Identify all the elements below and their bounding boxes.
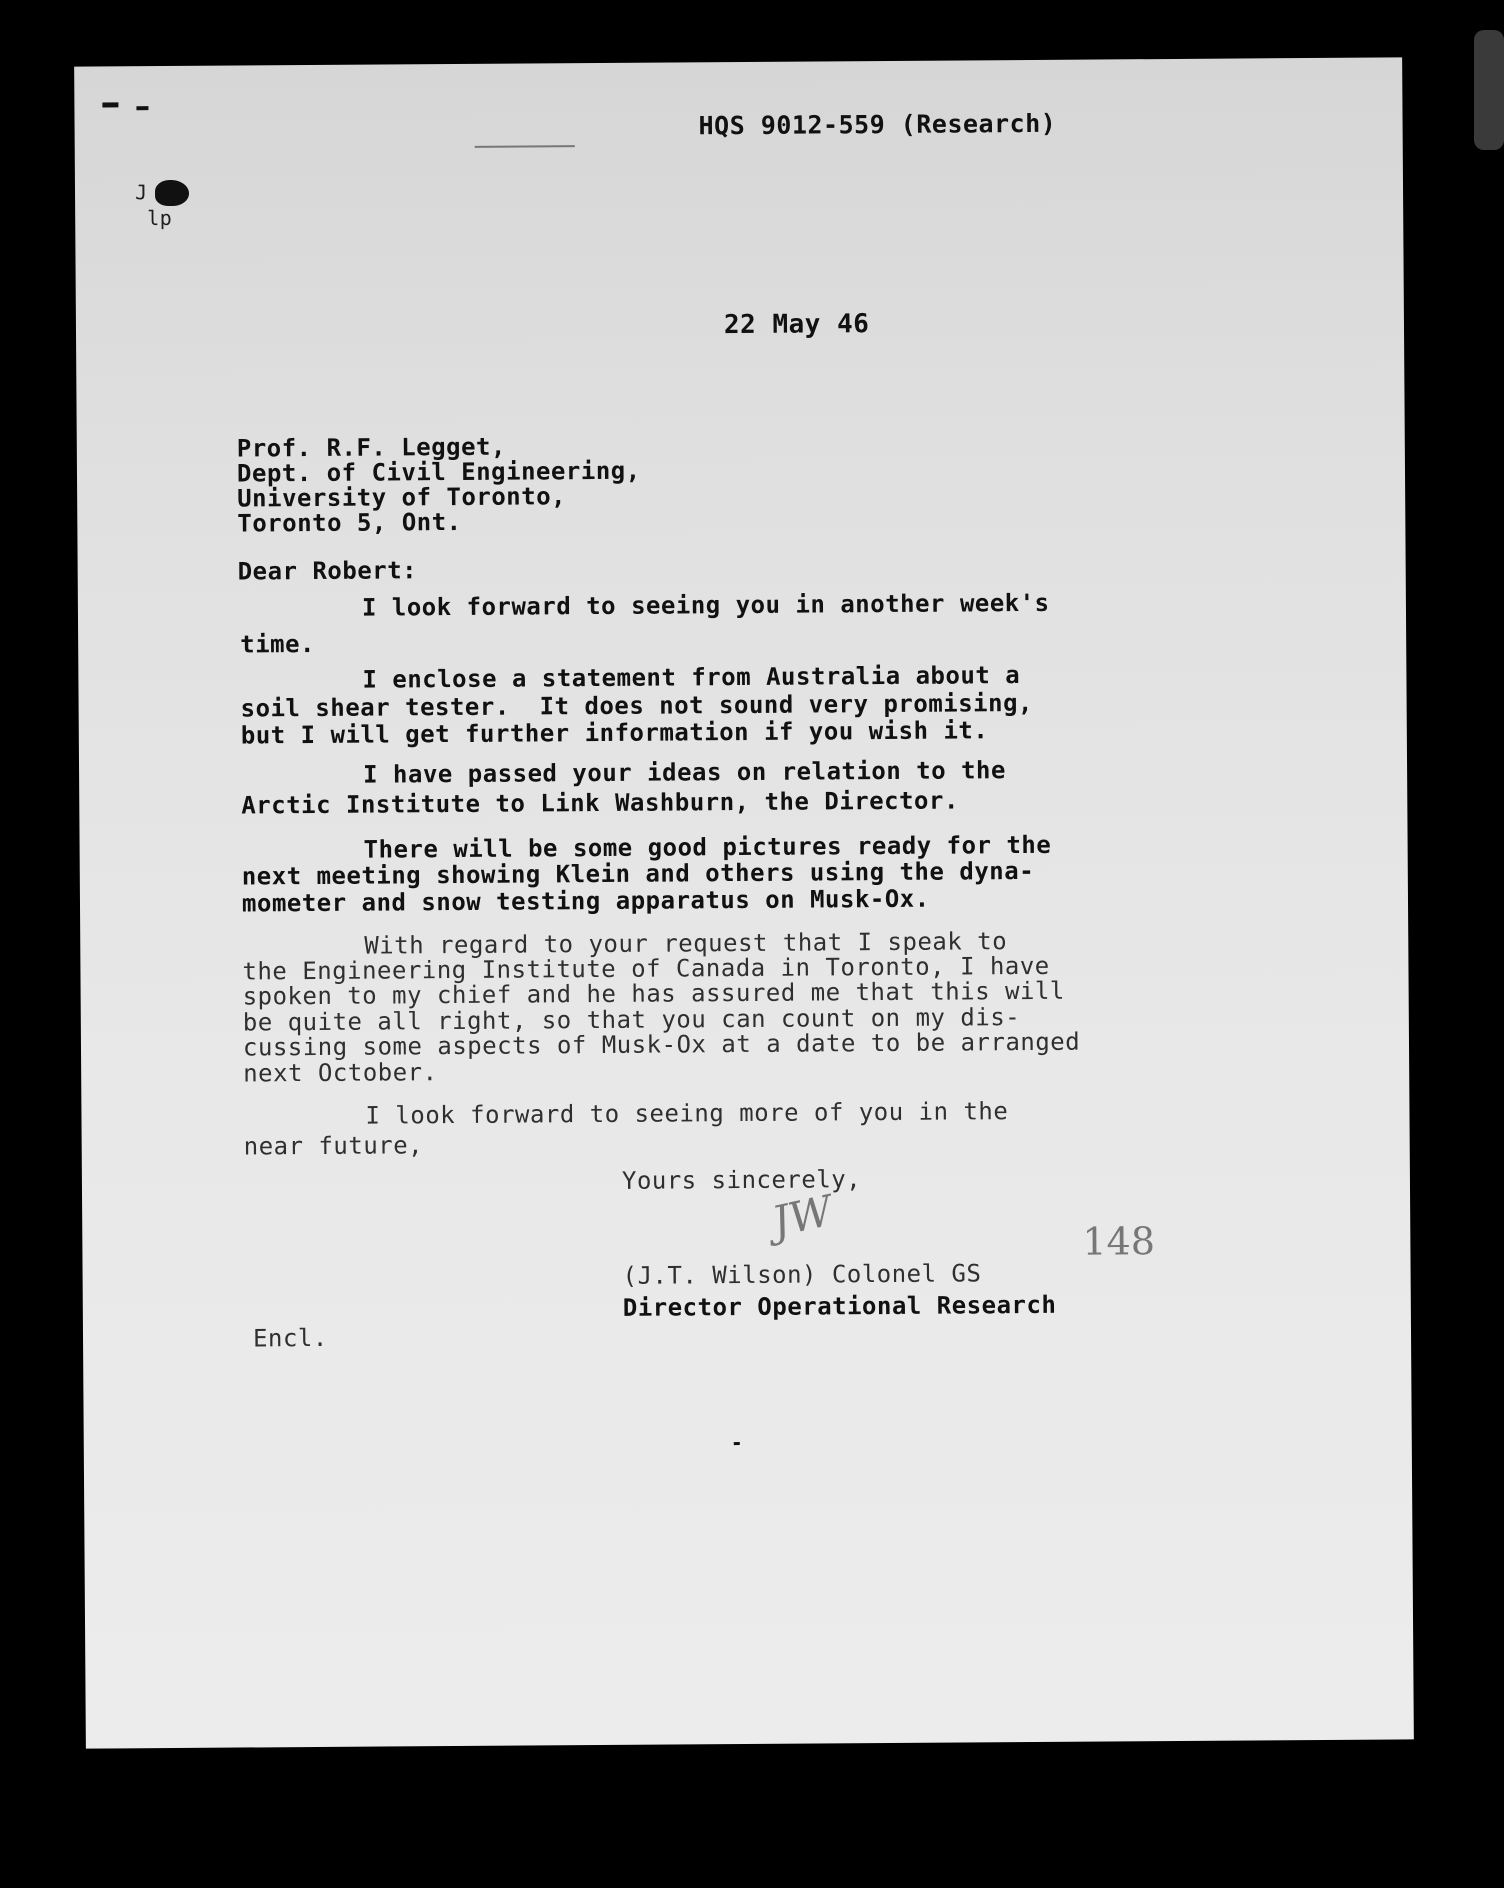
initials-line-2: lp (147, 205, 173, 231)
body-line: soil shear tester. It does not sound very promising, (240, 688, 1034, 723)
body-line: time. (240, 629, 316, 659)
initials-line-1: J (134, 180, 148, 205)
ink-speck (734, 1442, 740, 1445)
letter-page (74, 57, 1414, 1748)
body-line: but I will get further information if you wish it. (240, 716, 989, 750)
body-line: cussing some aspects of Musk-Ox at a date to be arranged (242, 1027, 1081, 1062)
ink-blot (155, 180, 189, 206)
body-line: next meeting showing Klein and others using the dyna- (241, 856, 1035, 891)
recipient-line: Toronto 5, Ont. (237, 507, 462, 538)
ink-mark (475, 145, 575, 148)
salutation: Dear Robert: (237, 556, 418, 586)
film-edge (1474, 30, 1504, 150)
recipient-line: Prof. R.F. Legget, (236, 432, 506, 463)
file-reference: HQS 9012-559 (Research) (698, 108, 1057, 141)
signature-initials: JW (767, 1185, 837, 1247)
body-line: spoken to my chief and he has assured me that this will (242, 976, 1065, 1011)
body-line: I enclose a statement from Australia about a (362, 661, 1021, 694)
body-line: I look forward to seeing more of you in the (365, 1097, 1009, 1130)
body-line: be quite all right, so that you can count on my dis- (242, 1003, 1021, 1037)
body-line: mometer and snow testing apparatus on Musk-Ox. (241, 884, 930, 918)
body-line: There will be some good pictures ready for the (363, 830, 1052, 864)
letter-date: 22 May 46 (723, 309, 870, 341)
signatory-line: (J.T. Wilson) Colonel GS (622, 1259, 982, 1290)
body-line: next October. (243, 1058, 438, 1088)
body-line: Arctic Institute to Link Washburn, the Director. (241, 786, 959, 820)
enclosure-note: Encl. (252, 1323, 328, 1353)
closing: Yours sincerely, (621, 1165, 862, 1195)
body-line: I have passed your ideas on relation to the (362, 756, 1007, 789)
ink-mark (102, 102, 118, 107)
handwritten-page-number: 148 (1082, 1219, 1156, 1264)
body-line: With regard to your request that I speak to (364, 927, 1008, 960)
ink-mark (136, 106, 148, 110)
body-line: near future, (243, 1131, 424, 1161)
recipient-line: Dept. of Civil Engineering, (236, 456, 641, 488)
body-line: the Engineering Institute of Canada in Toronto, I have (242, 951, 1050, 986)
signatory-line: Director Operational Research (622, 1290, 1057, 1322)
recipient-line: University of Toronto, (237, 482, 567, 513)
body-line: I look forward to seeing you in another week's (361, 588, 1050, 622)
